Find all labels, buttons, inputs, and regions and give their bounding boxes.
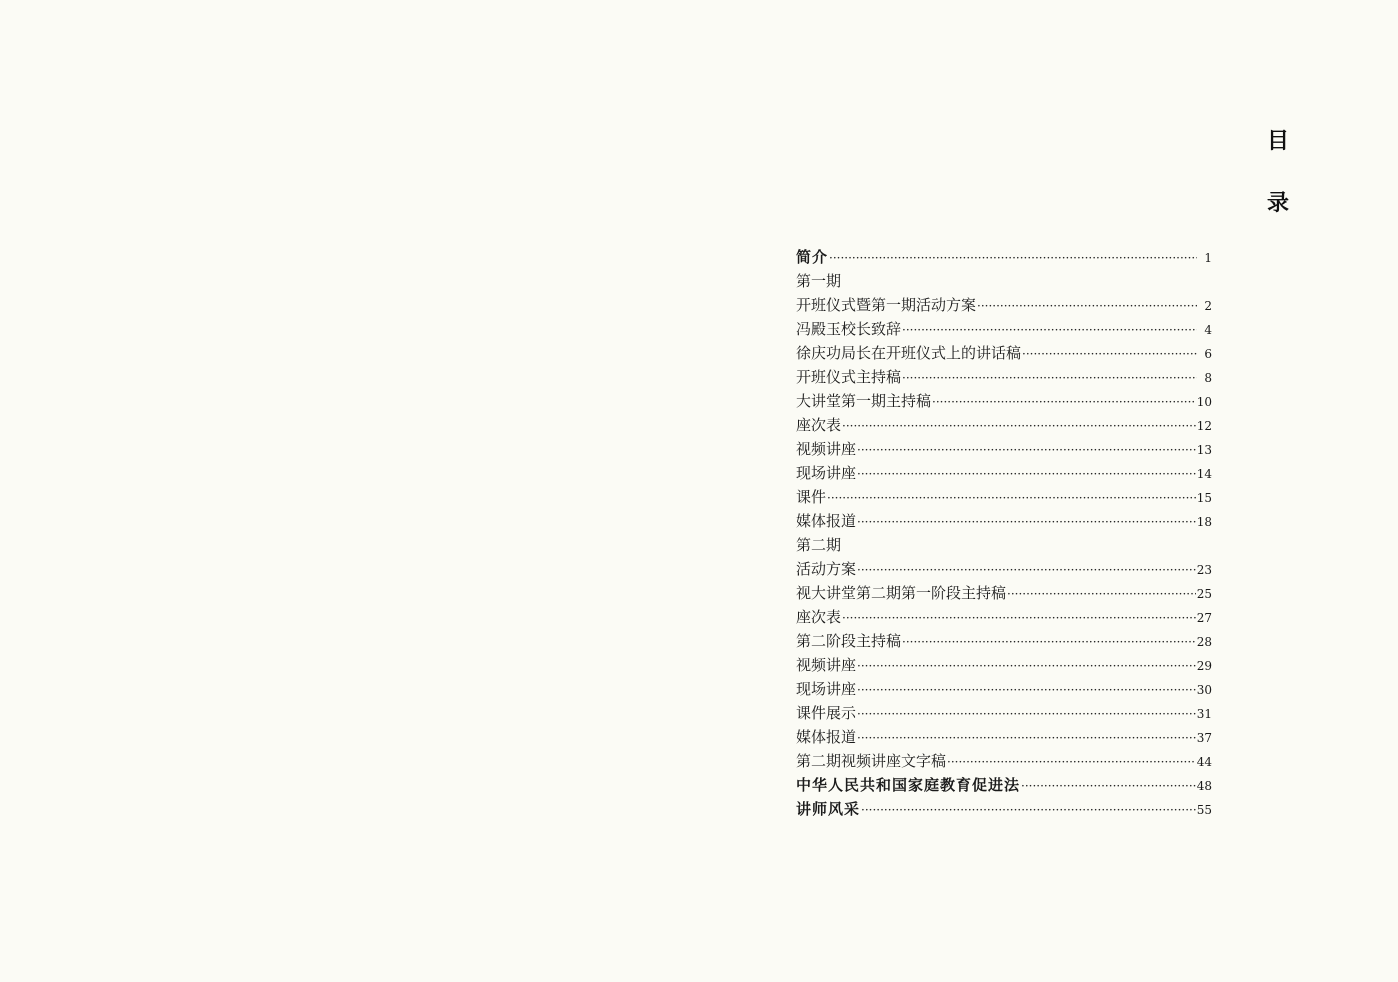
- toc-entry-title: 开班仪式主持稿: [796, 368, 902, 386]
- toc-page-number: 8: [1204, 371, 1212, 385]
- toc-entry[interactable]: [796, 605, 1212, 629]
- toc-entry[interactable]: [796, 389, 1212, 413]
- toc-entry-title: 视频讲座: [796, 656, 857, 674]
- toc-leader-dots: [857, 558, 1196, 582]
- toc-title-char-2: 录: [1266, 191, 1289, 216]
- toc-section-heading[interactable]: [796, 533, 1212, 557]
- toc-page-number: 18: [1196, 515, 1212, 529]
- toc-entry[interactable]: [796, 509, 1212, 533]
- toc-entry[interactable]: [796, 581, 1212, 605]
- toc-entry[interactable]: [796, 701, 1212, 725]
- toc-entry-title: 开班仪式暨第一期活动方案: [796, 296, 977, 314]
- toc-entry[interactable]: [796, 797, 1212, 821]
- toc-page-number: 27: [1196, 611, 1212, 625]
- toc-entry-title: 中华人民共和国家庭教育促进法: [796, 776, 1021, 794]
- toc-leader-dots: [857, 510, 1196, 534]
- toc-entry[interactable]: [796, 317, 1212, 341]
- toc-leader-dots: [857, 678, 1196, 702]
- toc-page-number: 23: [1196, 563, 1212, 577]
- toc-page-number: 1: [1204, 251, 1212, 265]
- toc-leader-dots: [1021, 774, 1196, 798]
- toc-entry-title: 活动方案: [796, 560, 857, 578]
- toc-leader-dots: [857, 462, 1196, 486]
- toc-entry-title: 现场讲座: [796, 464, 857, 482]
- toc-entry[interactable]: [796, 557, 1212, 581]
- toc-page-number: 2: [1204, 299, 1212, 313]
- toc-entry[interactable]: [796, 437, 1212, 461]
- toc-entry-title: 大讲堂第一期主持稿: [796, 392, 932, 410]
- toc-leader-dots: [902, 630, 1196, 654]
- toc-page-number: 29: [1196, 659, 1212, 673]
- toc-page-number: 15: [1196, 491, 1212, 505]
- toc-leader-dots: [947, 750, 1196, 774]
- toc-leader-dots: [902, 318, 1197, 342]
- toc-entry[interactable]: [796, 725, 1212, 749]
- toc-page-number: 6: [1204, 347, 1212, 361]
- toc-entry-title: 第二阶段主持稿: [796, 632, 902, 650]
- toc-leader-dots: [1007, 582, 1196, 606]
- toc-entry-title: 课件展示: [796, 704, 857, 722]
- toc-leader-dots: [1022, 342, 1197, 366]
- toc-entry-title: 讲师风采: [796, 800, 861, 818]
- toc-entry-title: 座次表: [796, 416, 842, 434]
- toc-entry-title: 第二期视频讲座文字稿: [796, 752, 947, 770]
- toc-entry-title: 座次表: [796, 608, 842, 626]
- toc-entry[interactable]: [796, 629, 1212, 653]
- toc-leader-dots: [857, 702, 1196, 726]
- toc-entry[interactable]: [796, 653, 1212, 677]
- toc-title-char-1: 目: [1266, 129, 1289, 154]
- toc-page-number: 13: [1196, 443, 1212, 457]
- toc-entry-title: 徐庆功局长在开班仪式上的讲话稿: [796, 344, 1022, 362]
- toc-entry-title: 第一期: [796, 272, 842, 290]
- toc-entry-title: 媒体报道: [796, 728, 857, 746]
- toc-page-number: 12: [1196, 419, 1212, 433]
- toc-leader-dots: [857, 726, 1196, 750]
- toc-entry[interactable]: [796, 365, 1212, 389]
- toc-leader-dots: [842, 414, 1196, 438]
- toc-entry-title: 媒体报道: [796, 512, 857, 530]
- toc-entry[interactable]: [796, 341, 1212, 365]
- toc-page-number: 48: [1196, 779, 1212, 793]
- toc-page-number: 28: [1196, 635, 1212, 649]
- toc-entry-title: 视大讲堂第二期第一阶段主持稿: [796, 584, 1007, 602]
- toc-page-number: 10: [1196, 395, 1212, 409]
- toc-page-number: 31: [1196, 707, 1212, 721]
- toc-entry[interactable]: [796, 749, 1212, 773]
- toc-entry-title: 课件: [796, 488, 827, 506]
- toc-entry-title: 第二期: [796, 536, 842, 554]
- toc-entry[interactable]: [796, 245, 1212, 269]
- toc-leader-dots: [827, 486, 1196, 510]
- table-of-contents: [796, 245, 1212, 821]
- toc-page-number: 25: [1196, 587, 1212, 601]
- toc-leader-dots: [829, 246, 1197, 270]
- toc-entry[interactable]: [796, 773, 1212, 797]
- toc-page-number: 44: [1196, 755, 1212, 769]
- toc-entry[interactable]: [796, 413, 1212, 437]
- toc-entry[interactable]: [796, 677, 1212, 701]
- toc-entry-title: 简介: [796, 248, 829, 266]
- toc-page-number: 4: [1204, 323, 1212, 337]
- toc-leader-dots: [857, 438, 1196, 462]
- toc-entry[interactable]: [796, 293, 1212, 317]
- toc-entry[interactable]: [796, 461, 1212, 485]
- toc-entry-title: 现场讲座: [796, 680, 857, 698]
- toc-page-number: 30: [1196, 683, 1212, 697]
- toc-entry-title: 视频讲座: [796, 440, 857, 458]
- toc-leader-dots: [861, 798, 1196, 822]
- toc-leader-dots: [857, 654, 1196, 678]
- toc-leader-dots: [902, 366, 1197, 390]
- toc-entry[interactable]: [796, 485, 1212, 509]
- toc-leader-dots: [977, 294, 1197, 318]
- toc-leader-dots: [932, 390, 1196, 414]
- toc-page-number: 14: [1196, 467, 1212, 481]
- toc-leader-dots: [842, 606, 1196, 630]
- toc-entry-title: 冯殿玉校长致辞: [796, 320, 902, 338]
- toc-section-heading[interactable]: [796, 269, 1212, 293]
- toc-page-number: 37: [1196, 731, 1212, 745]
- toc-page-number: 55: [1196, 803, 1212, 817]
